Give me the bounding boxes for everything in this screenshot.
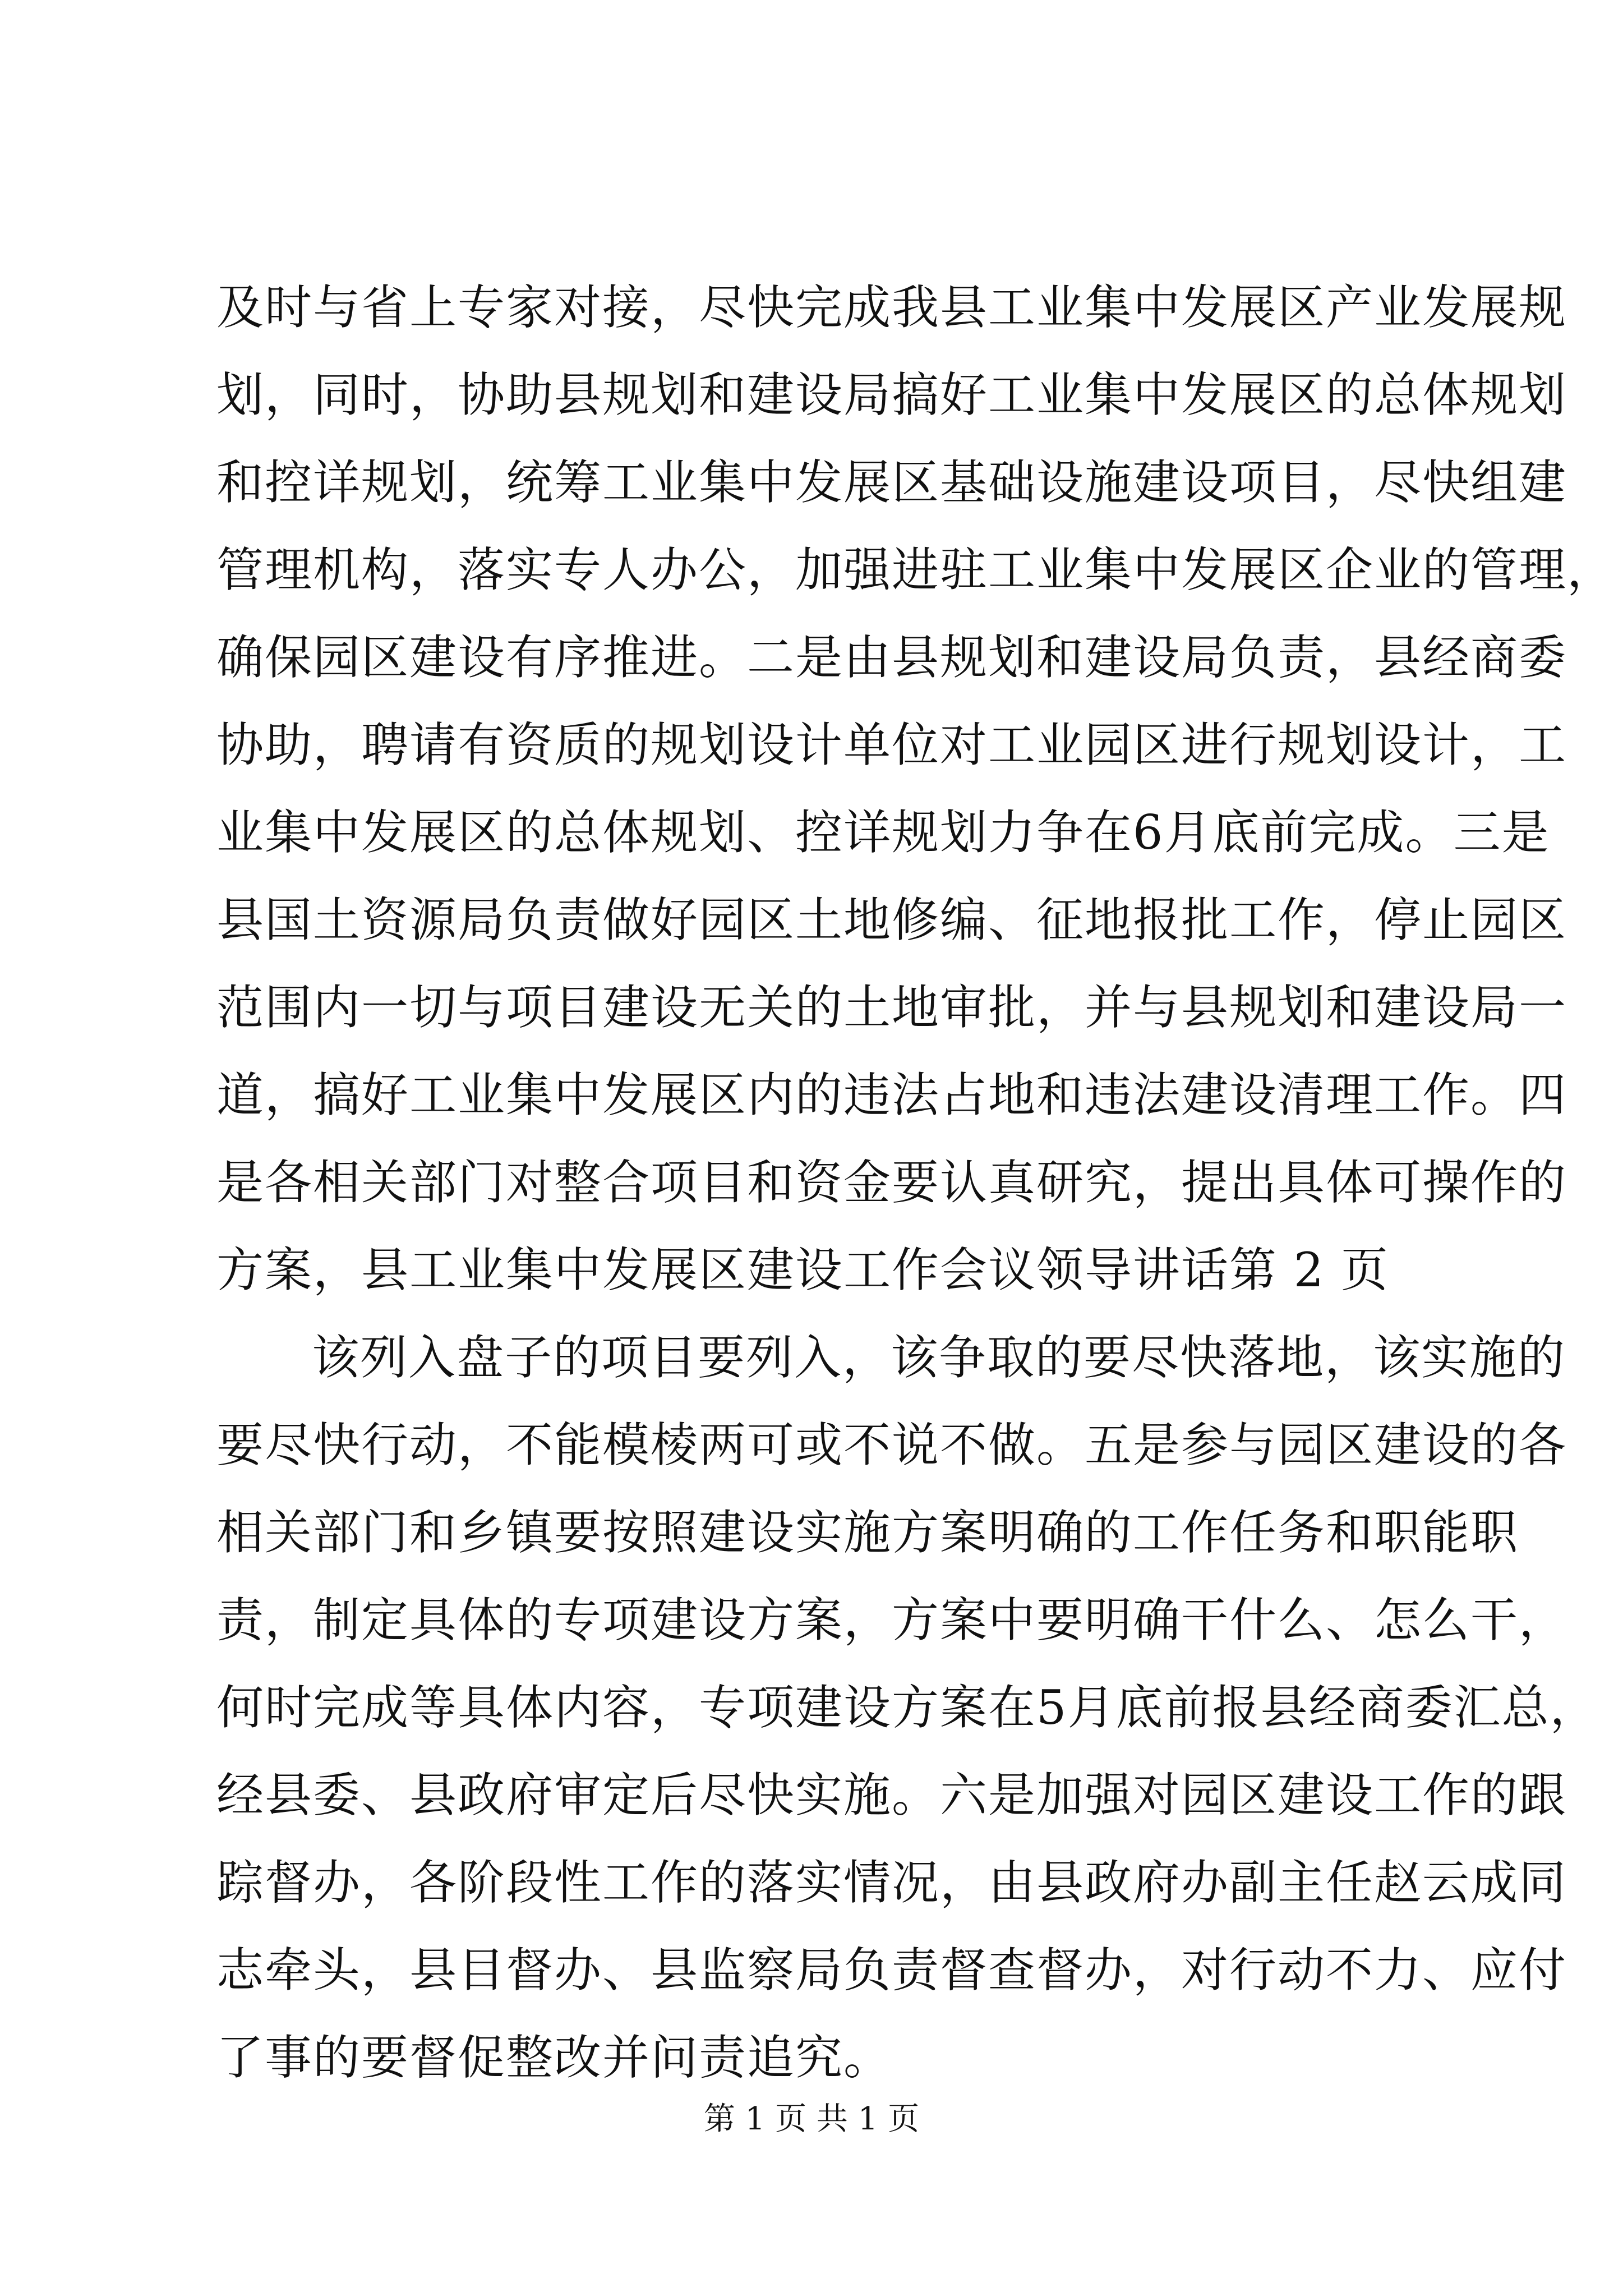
text-line: 划，同时，协助县规划和建设局搞好工业集中发展区的总体规划 — [216, 367, 1567, 422]
text-line: 何时完成等具体内容，专项建设方案在5月底前报县经商委汇总， — [216, 1680, 1598, 1735]
text-line: 要尽快行动，不能模棱两可或不说不做。五是参与园区建设的各 — [216, 1418, 1567, 1473]
text-line: 及时与省上专家对接，尽快完成我县工业集中发展区产业发展规 — [216, 280, 1567, 335]
text-line: 范围内一切与项目建设无关的土地审批，并与县规划和建设局一 — [216, 980, 1567, 1035]
text-line: 管理机构，落实专人办公，加强进驻工业集中发展区企业的管理， — [216, 542, 1616, 597]
paragraph-first-line: 该列入盘子的项目要列入，该争取的要尽快落地，该实施的 — [312, 1330, 1566, 1385]
document-body — [216, 264, 1616, 2101]
text-line: 道，搞好工业集中发展区内的违法占地和违法建设清理工作。四 — [216, 1068, 1567, 1122]
text-line: 责，制定具体的专项建设方案，方案中要明确干什么、怎么干， — [216, 1593, 1567, 1648]
text-line: 是各相关部门对整合项目和资金要认真研究，提出具体可操作的 — [216, 1155, 1567, 1210]
text-line: 相关部门和乡镇要按照建设实施方案明确的工作任务和职能职 — [216, 1505, 1519, 1560]
text-line: 业集中发展区的总体规划、控详规划力争在6月底前完成。三是 — [216, 805, 1550, 860]
text-line: 经县委、县政府审定后尽快实施。六是加强对园区建设工作的跟 — [216, 1768, 1567, 1823]
page-footer — [0, 2097, 1623, 2142]
text-line: 和控详规划，统筹工业集中发展区基础设施建设项目，尽快组建 — [216, 455, 1567, 510]
text-line: 志牵头，县目督办、县监察局负责督查督办，对行动不力、应付 — [216, 1943, 1567, 1998]
text-line: 确保园区建设有序推进。二是由县规划和建设局负责，县经商委 — [216, 630, 1567, 685]
text-line: 协助，聘请有资质的规划设计单位对工业园区进行规划设计，工 — [216, 717, 1567, 772]
page-number-label: 第 1 页 共 1 页 — [703, 2101, 920, 2137]
text-line: 了事的要督促整改并问责追究。 — [216, 2030, 892, 2085]
text-line: 县国土资源局负责做好园区土地修编、征地报批工作，停止园区 — [216, 892, 1567, 947]
text-line: 踪督办，各阶段性工作的落实情况，由县政府办副主任赵云成同 — [216, 1855, 1567, 1910]
text-line: 方案，县工业集中发展区建设工作会议领导讲话第 2 页 — [216, 1243, 1389, 1297]
